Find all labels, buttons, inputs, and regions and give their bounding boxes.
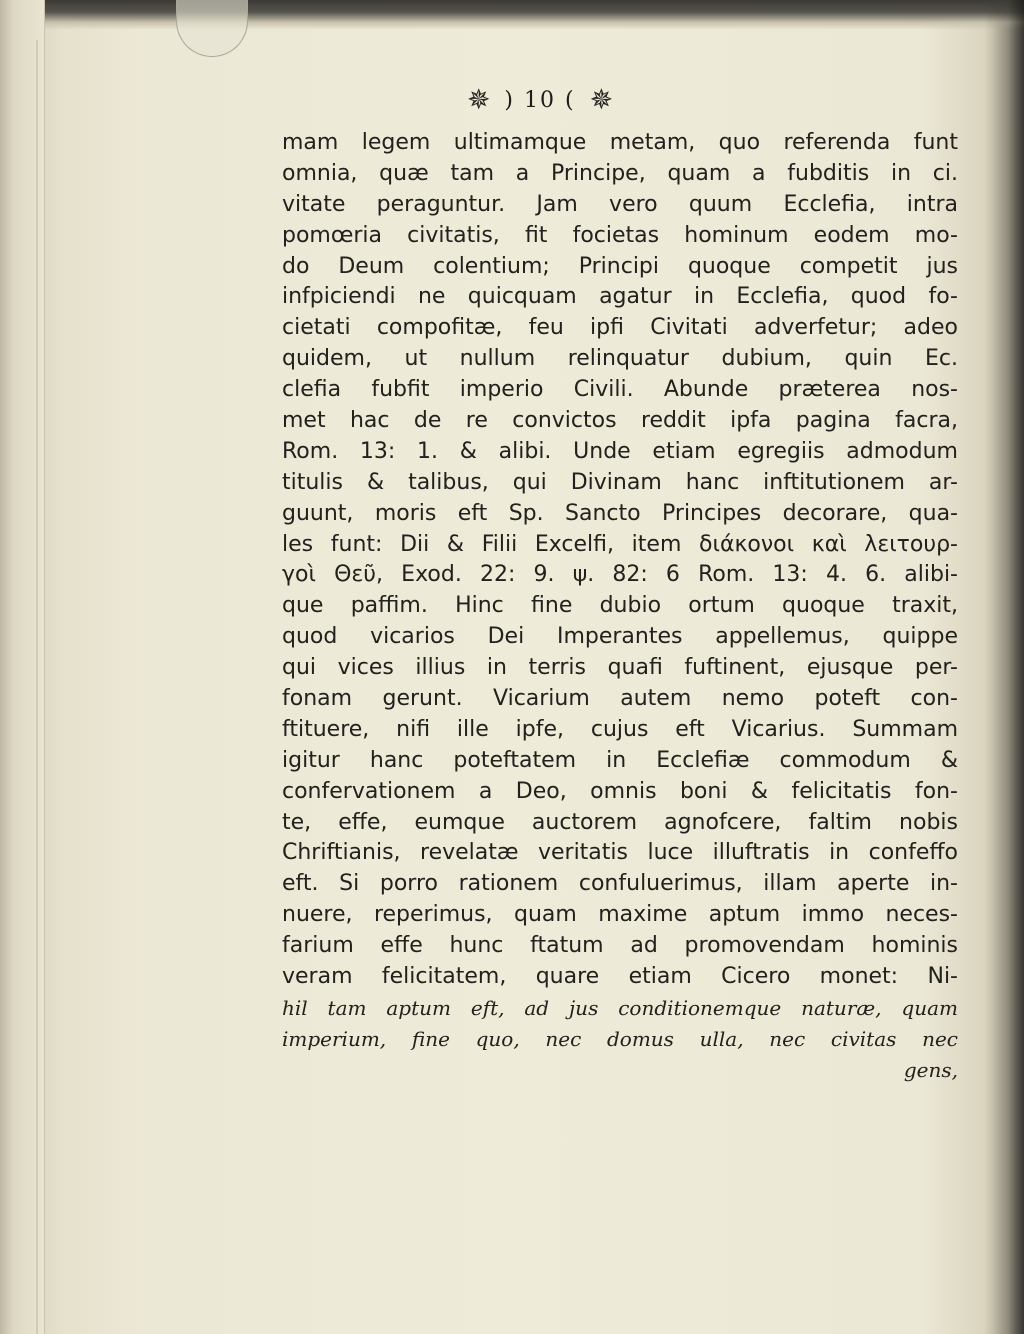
top-book-edge [0, 0, 1024, 30]
italic-text-line: hil tam aptum eft, ad jus conditionemque naturæ, quam [282, 995, 958, 1020]
text-line: vitate peraguntur. Jam vero quum Ecclefia, intra [282, 191, 958, 217]
text-line: omnia, quæ tam a Principe, quam a fubditis in ci. [282, 160, 958, 186]
page-header [300, 74, 780, 126]
text-line: guunt, moris eft Sp. Sancto Principes decorare, qua- [282, 500, 958, 526]
binding-shadow [984, 0, 1024, 1334]
text-line: nuere, reperimus, quam maxime aptum immo neces- [282, 902, 958, 928]
text-line: eft. Si porro rationem confuluerimus, illam aperte in- [282, 871, 958, 897]
body-text [282, 128, 958, 1128]
text-line: que paffim. Hinc fine dubio ortum quoque traxit, [282, 593, 958, 619]
text-line: pomœria civitatis, fit focietas hominum eodem mo- [282, 222, 958, 248]
text-line: quidem, ut nullum relinquatur dubium, quin Ec. [282, 346, 958, 372]
text-line: fonam gerunt. Vicarium autem nemo poteft con- [282, 686, 958, 712]
text-line: te, effe, eumque auctorem agnofcere, faltim nobis [282, 809, 958, 835]
text-line: ftituere, nifi ille ipfe, cujus eft Vicarius. Summam [282, 716, 958, 742]
text-line: cietati compofitæ, feu ipfi Civitati adverfetur; adeo [282, 315, 958, 341]
text-line: clefia fubfit imperio Civili. Abunde præterea nos- [282, 377, 958, 403]
italic-text-line: imperium, fine quo, nec domus ulla, nec civitas nec [282, 1026, 958, 1051]
text-line: igitur hanc poteftatem in Ecclefiæ commodum & [282, 747, 958, 773]
text-line: qui vices illius in terris quafi fuftinent, ejusque per- [282, 655, 958, 681]
text-line: les funt: Dii & Filii Excelfi, item διάκονοι καὶ λειτουρ- [282, 531, 958, 557]
text-line: farium effe hunc ftatum ad promovendam hominis [282, 933, 958, 959]
text-line: met hac de re convictos reddit ipfa pagina facra, [282, 408, 958, 434]
text-line: confervationem a Deo, omnis boni & felicitatis fon- [282, 778, 958, 804]
text-line: mam legem ultimamque metam, quo referenda funt [282, 130, 958, 155]
text-line: infpiciendi ne quicquam agatur in Ecclefia, quod fo- [282, 284, 958, 310]
text-line: veram felicitatem, quare etiam Cicero monet: Ni- [282, 964, 958, 990]
text-line: do Deum colentium; Principi quoque competit jus [282, 253, 958, 279]
ornament-left-icon: ✵ [466, 83, 491, 116]
left-page-edge [0, 0, 45, 1334]
text-line: γοὶ Θεῦ, Exod. 22: 9. ψ. 82: 6 Rom. 13: 4. 6. alibi- [282, 562, 958, 588]
page-tab [176, 0, 248, 57]
catchword: gens, [903, 1057, 958, 1082]
text-line: titulis & talibus, qui Divinam hanc inftitutionem ar- [282, 469, 958, 495]
text-line: quod vicarios Dei Imperantes appellemus, quippe [282, 624, 958, 650]
text-line: Chriftianis, revelatæ veritatis luce illuftratis in confeffo [282, 840, 958, 866]
text-line: Rom. 13: 1. & alibi. Unde etiam egregiis admodum [282, 438, 958, 464]
ornament-right-icon: ✵ [589, 83, 614, 116]
page-number: ) 10 ( [504, 87, 576, 113]
